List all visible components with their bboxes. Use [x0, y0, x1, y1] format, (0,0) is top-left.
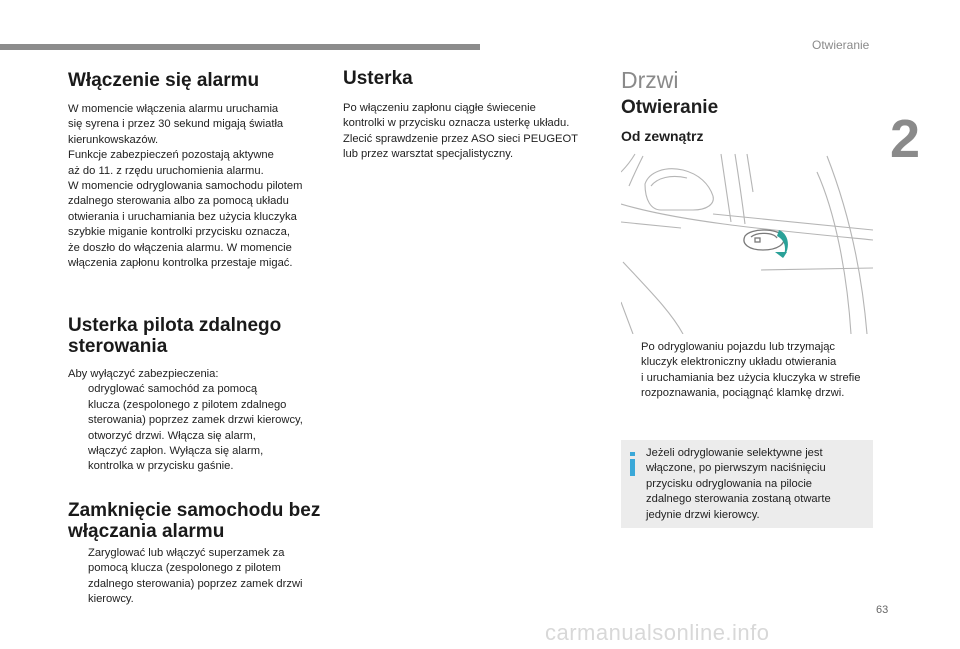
failure-line: kontrolki w przycisku oznacza usterkę układu. — [343, 117, 570, 130]
header-bar — [0, 44, 480, 50]
info-line: jedynie drzwi kierowcy. — [646, 508, 760, 521]
section-label: Otwieranie — [812, 38, 870, 52]
remote-failure-title — [68, 315, 330, 357]
alarm-line: W momencie odryglowania samochodu pilotem — [68, 180, 303, 193]
alarm-line: aż do 11. z rzędu uruchomienia alarmu. — [68, 164, 264, 177]
bullet-item — [68, 546, 330, 608]
lock-section — [68, 500, 330, 608]
lock-title-line: włączania alarmu — [68, 521, 225, 542]
alarm-text — [68, 102, 330, 271]
failure-line: lub przez warsztat specjalistyczny. — [343, 148, 514, 161]
bullet-item — [621, 340, 873, 402]
info-icon — [629, 452, 637, 476]
alarm-line: szybkie miganie kontrolki przycisku oznacza, — [68, 226, 290, 239]
bullet-item — [68, 429, 330, 444]
bullet-line: kierowcy. — [88, 593, 134, 606]
alarm-line: W momencie włączenia alarmu uruchamia — [68, 103, 279, 115]
opening-heading: Otwieranie — [621, 97, 719, 118]
door-handle-illustration — [621, 152, 873, 334]
remote-failure-intro: Aby wyłączyć zabezpieczenia: — [68, 368, 219, 380]
failure-section — [343, 68, 605, 163]
bullet-line: Po odryglowaniu pojazdu lub trzymając — [641, 341, 836, 353]
alarm-line: że doszło do włączenia alarmu. W momencie — [68, 241, 292, 254]
failure-text — [343, 101, 605, 163]
info-line: przycisku odryglowania na pilocie — [646, 477, 813, 490]
failure-title: Usterka — [343, 68, 413, 89]
lock-title-line: Zamknięcie samochodu bez — [68, 500, 321, 521]
bullet-line: pomocą klucza (zespolonego z pilotem — [88, 562, 281, 575]
alarm-line: kierunkowskazów. — [68, 133, 159, 146]
chapter-number: 2 — [890, 109, 921, 169]
alarm-line: otwierania i uruchamiania bez użycia kluczyka — [68, 210, 297, 223]
section-title: Drzwi — [621, 67, 679, 93]
info-line: zdalnego sterowania zostaną otwarte — [646, 493, 831, 506]
bullet-item — [68, 382, 330, 428]
watermark: carmanualsonline.info — [545, 620, 770, 645]
info-text — [646, 446, 868, 523]
alarm-title: Włączenie się alarmu — [68, 70, 260, 91]
info-box — [621, 440, 873, 528]
bullet-line: zdalnego sterowania) poprzez zamek drzwi — [88, 577, 303, 590]
outside-subheading: Od zewnątrz — [621, 128, 704, 144]
failure-line: Po włączeniu zapłonu ciągłe świecenie — [343, 102, 536, 114]
bullet-line: kluczyk elektroniczny układu otwierania — [641, 356, 837, 369]
page-number: 63 — [876, 604, 889, 616]
bullet-line: rozpoznawania, pociągnąć klamkę drzwi. — [641, 387, 845, 400]
bullet-line: odryglować samochód za pomocą — [88, 383, 258, 396]
bullet-line: i uruchamiania bez użycia kluczyka w strefie — [641, 371, 861, 384]
lock-title — [68, 500, 330, 542]
info-line: Jeżeli odryglowanie selektywne jest — [646, 447, 823, 459]
bullet-line: sterowania) poprzez zamek drzwi kierowcy, — [88, 414, 303, 427]
alarm-line: zdalnego sterowania albo za pomocą układu — [68, 195, 289, 208]
remote-failure-title-line: Usterka pilota zdalnego — [68, 315, 282, 336]
info-line: włączone, po pierwszym naciśnięciu — [646, 462, 826, 475]
alarm-section — [68, 70, 330, 271]
remote-failure-title-line: sterowania — [68, 336, 168, 357]
opening-instructions — [621, 340, 873, 402]
remote-failure-section — [68, 315, 330, 475]
alarm-line: włączenia zapłonu kontrolka przestaje migać. — [68, 257, 293, 270]
bullet-line: klucza (zespolonego z pilotem zdalnego — [88, 398, 287, 411]
doors-header — [621, 67, 873, 144]
bullet-item — [68, 444, 330, 475]
bullet-line: kontrolka w przycisku gaśnie. — [88, 460, 234, 473]
bullet-line: otworzyć drzwi. Włącza się alarm, — [88, 429, 256, 442]
bullet-line: Zaryglować lub włączyć superzamek za — [88, 547, 285, 559]
alarm-line: się syrena i przez 30 sekund migają światła — [68, 118, 284, 131]
bullet-line: włączyć zapłon. Wyłącza się alarm, — [88, 445, 264, 458]
failure-line: Zlecić sprawdzenie przez ASO sieci PEUGEOT — [343, 132, 579, 145]
alarm-line: Funkcje zabezpieczeń pozostają aktywne — [68, 149, 274, 162]
